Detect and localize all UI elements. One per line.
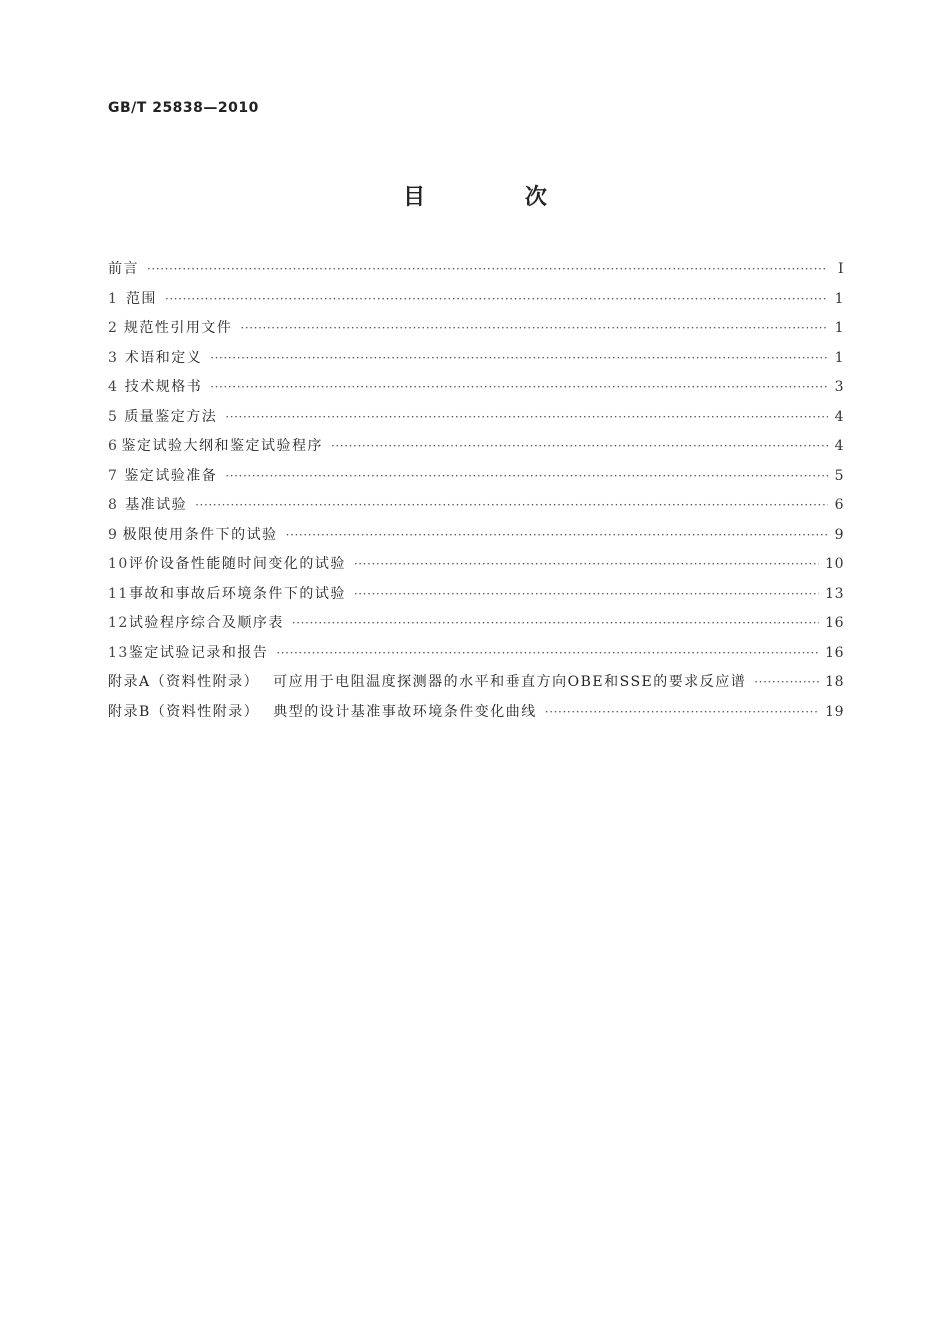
toc-entry-title: 评价设备性能随时间变化的试验 bbox=[128, 556, 346, 572]
toc-entry-title: 可应用于电阻温度探测器的水平和垂直方向OBE和SSE的要求反应谱 bbox=[273, 674, 747, 690]
toc-dot-leader bbox=[210, 351, 828, 365]
toc-entry-page: 4 bbox=[834, 408, 844, 425]
toc-entry-page: 1 bbox=[834, 349, 844, 366]
toc-entry-number: 1 bbox=[108, 290, 119, 307]
toc-entry-page: 9 bbox=[834, 526, 844, 543]
toc-entry-title: 事故和事故后环境条件下的试验 bbox=[128, 585, 346, 602]
toc-entry-title: 典型的设计基准事故环境条件变化曲线 bbox=[273, 703, 537, 720]
toc-entry-title: 基准试验 bbox=[125, 497, 188, 513]
toc-entry[interactable] bbox=[108, 347, 844, 377]
toc-entry[interactable] bbox=[108, 317, 844, 347]
toc-entry-number: 8 bbox=[108, 497, 119, 513]
toc-entry-title: 鉴定试验大纲和鉴定试验程序 bbox=[121, 438, 323, 454]
toc-dot-leader bbox=[354, 587, 819, 601]
toc-dot-leader bbox=[147, 262, 828, 276]
toc-entry-page: 16 bbox=[825, 644, 844, 661]
toc-entry-page: 16 bbox=[825, 615, 844, 631]
toc-entry-page: 13 bbox=[825, 585, 844, 602]
toc-dot-leader bbox=[240, 321, 828, 335]
toc-dot-leader bbox=[354, 557, 819, 571]
toc-entry[interactable] bbox=[108, 671, 844, 701]
toc-entry-title: 极限使用条件下的试验 bbox=[122, 526, 278, 543]
page-title: 目 次 bbox=[403, 185, 593, 210]
toc-dot-leader bbox=[195, 498, 828, 512]
toc-entry-number: 6 bbox=[108, 438, 119, 454]
toc-entry-title: 鉴定试验准备 bbox=[124, 467, 218, 484]
toc-entry-title: 规范性引用文件 bbox=[123, 320, 233, 336]
toc-entry-page: 6 bbox=[834, 497, 844, 513]
toc-dot-leader bbox=[286, 528, 828, 542]
toc-entry[interactable] bbox=[108, 701, 844, 731]
toc-entry[interactable] bbox=[108, 435, 844, 465]
table-of-contents bbox=[108, 258, 844, 730]
toc-entry-page: 10 bbox=[825, 556, 844, 572]
toc-dot-leader bbox=[210, 380, 828, 394]
toc-dot-leader bbox=[276, 646, 819, 660]
toc-entry-title: 范围 bbox=[125, 290, 157, 307]
toc-dot-leader bbox=[225, 410, 828, 424]
toc-dot-leader bbox=[292, 616, 819, 630]
toc-entry-number: 5 bbox=[108, 408, 119, 425]
toc-entry[interactable] bbox=[108, 288, 844, 318]
toc-entry-appendix-label: 附录A（资料性附录） bbox=[108, 674, 260, 690]
toc-entry[interactable] bbox=[108, 376, 844, 406]
toc-entry[interactable] bbox=[108, 583, 844, 613]
toc-entry-number: 3 bbox=[108, 349, 119, 366]
toc-entry[interactable] bbox=[108, 612, 844, 642]
toc-entry-number: 10 bbox=[108, 556, 129, 572]
toc-entry-number: 12 bbox=[108, 615, 129, 631]
toc-entry[interactable] bbox=[108, 258, 844, 288]
toc-entry-title: 技术规格书 bbox=[124, 379, 203, 395]
toc-entry-title: 鉴定试验记录和报告 bbox=[128, 644, 269, 661]
toc-dot-leader bbox=[331, 439, 828, 453]
toc-entry-page: 3 bbox=[834, 379, 844, 395]
toc-entry-page: 1 bbox=[834, 290, 844, 307]
toc-entry-number: 9 bbox=[108, 526, 119, 543]
toc-entry-title: 术语和定义 bbox=[124, 349, 203, 366]
toc-entry-page: 5 bbox=[834, 467, 844, 484]
toc-dot-leader bbox=[754, 675, 819, 689]
toc-entry-page: 4 bbox=[834, 438, 844, 454]
toc-entry-appendix-label: 附录B（资料性附录） bbox=[108, 703, 260, 720]
toc-dot-leader bbox=[545, 705, 819, 719]
toc-entry-page: 19 bbox=[825, 703, 844, 720]
toc-entry-number: 13 bbox=[108, 644, 129, 661]
toc-entry[interactable] bbox=[108, 524, 844, 554]
toc-dot-leader bbox=[225, 469, 828, 483]
toc-entry[interactable] bbox=[108, 465, 844, 495]
toc-entry[interactable] bbox=[108, 494, 844, 524]
toc-entry[interactable] bbox=[108, 553, 844, 583]
toc-entry-title: 试验程序综合及顺序表 bbox=[128, 615, 284, 631]
toc-entry-number: 11 bbox=[108, 585, 129, 602]
standard-code: GB/T 25838—2010 bbox=[108, 100, 259, 116]
toc-entry-number: 4 bbox=[108, 379, 119, 395]
toc-dot-leader bbox=[165, 292, 828, 306]
toc-entry[interactable] bbox=[108, 642, 844, 672]
toc-entry-page: Ⅰ bbox=[837, 261, 844, 277]
toc-entry-number: 7 bbox=[108, 467, 119, 484]
toc-entry-title: 质量鉴定方法 bbox=[124, 408, 218, 425]
toc-entry[interactable] bbox=[108, 406, 844, 436]
toc-entry-page: 18 bbox=[825, 674, 844, 690]
toc-entry-title: 前言 bbox=[108, 261, 139, 277]
toc-entry-page: 1 bbox=[834, 320, 844, 336]
toc-entry-number: 2 bbox=[108, 320, 119, 336]
